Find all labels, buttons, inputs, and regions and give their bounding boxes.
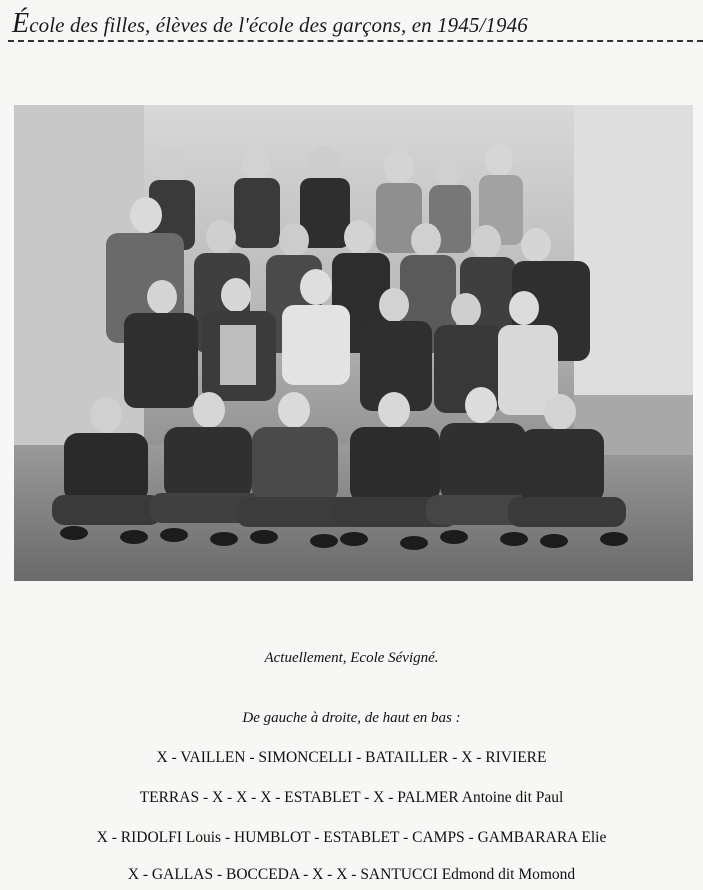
names-row-4: X - GALLAS - BOCCEDA - X - X - SANTUCCI Edmond dit Momond [127,866,576,883]
page-title [12,8,528,40]
class-photo [14,105,693,581]
names-row-3: X - RIDOLFI Louis - HUMBLOT - ESTABLET - CAMPS - GAMBARARA Elie [96,829,607,846]
names-row-1: X - VAILLEN - SIMONCELLI - BATAILLER - X - RIVIERE [156,749,547,766]
header-divider [8,40,703,42]
names-row-2: TERRAS - X - X - X - ESTABLET - X - PALMER Antoine dit Paul [139,789,564,806]
photo-caption: Actuellement, Ecole Sévigné. [264,650,439,666]
names-intro: De gauche à droite, de haut en bas : [242,710,461,726]
class-photo-image [14,105,693,581]
page-title-text: cole des filles, élèves de l'école des garçons, en 1945/1946 [29,13,528,37]
page-header [0,0,703,48]
page-title-initial: É [12,8,30,39]
